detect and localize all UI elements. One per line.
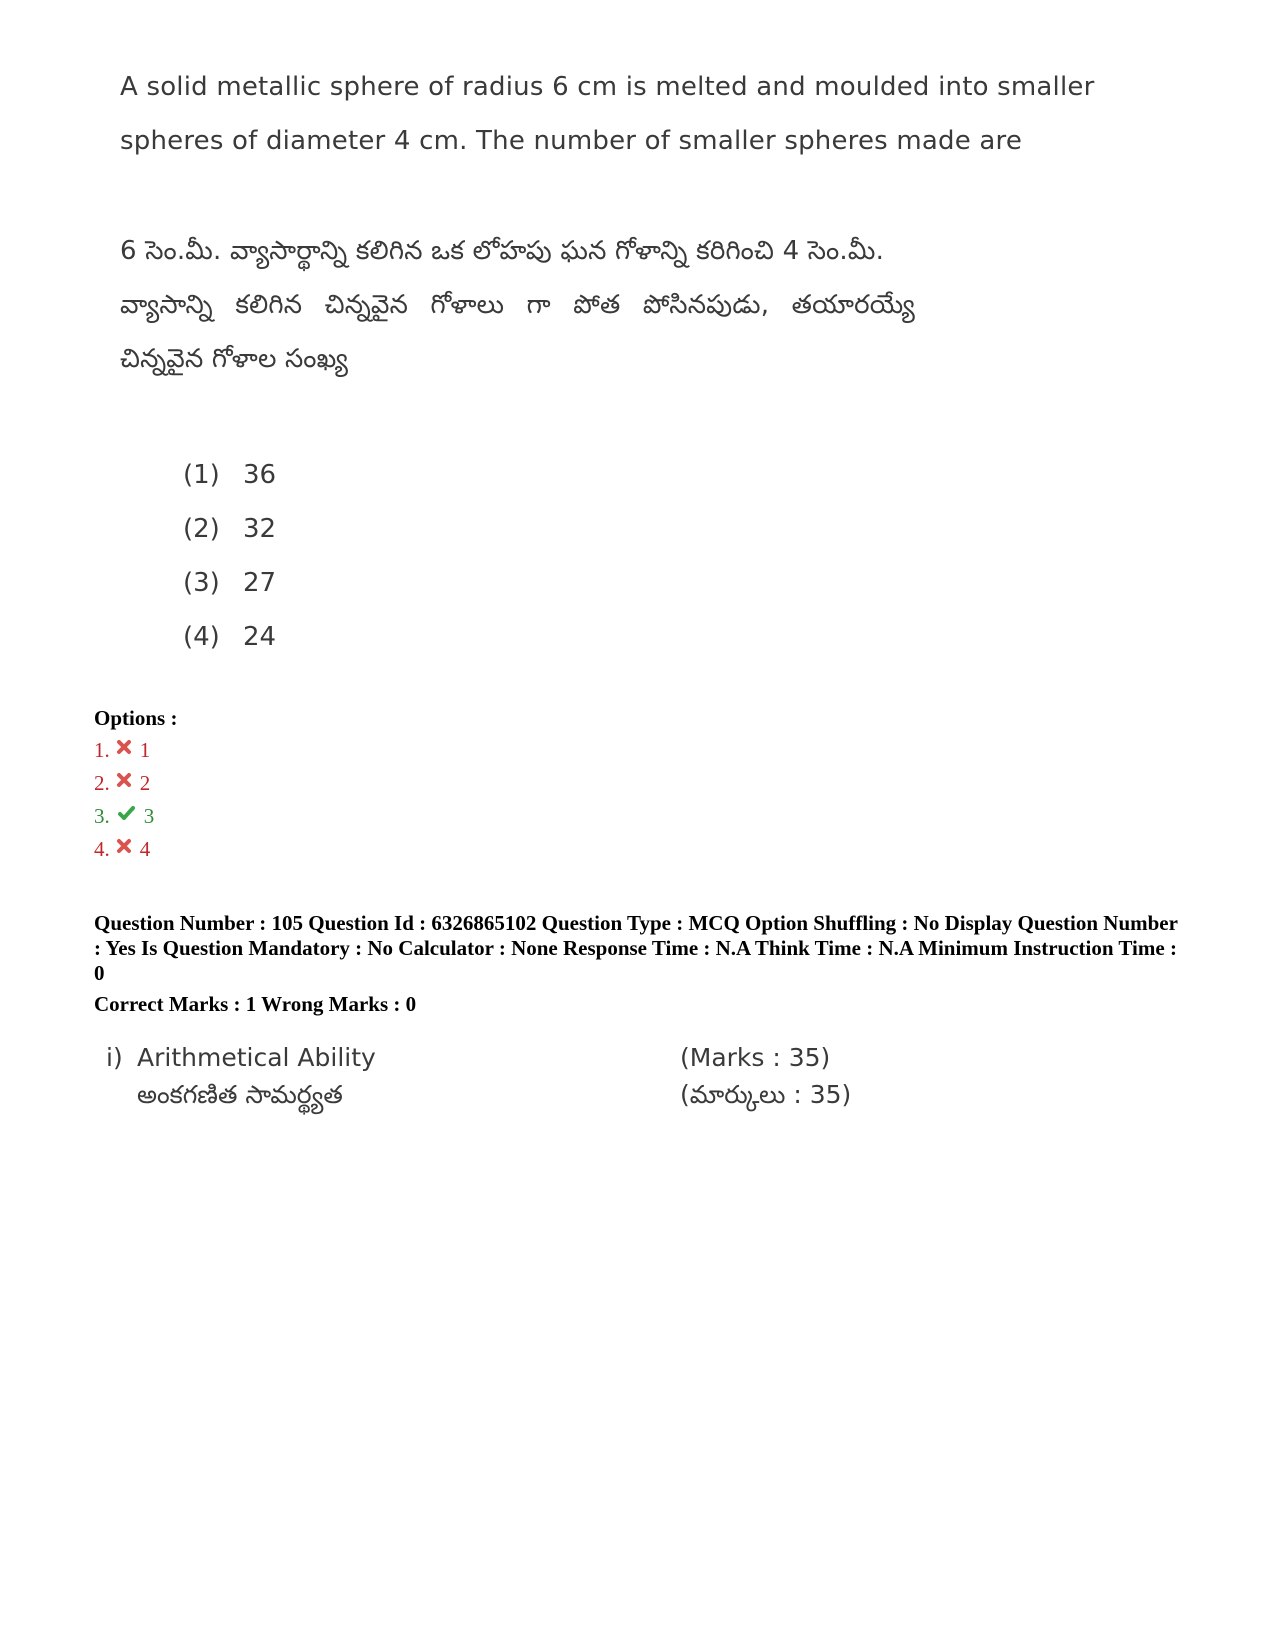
marks-info: Correct Marks : 1 Wrong Marks : 0: [94, 992, 417, 1016]
question-meta: Question Number : 105 Question Id : 6326865102 Question Type : MCQ Option Shuffling : No Display Question Number : Yes Is Question Mandatory : No Calculator : None Response Time : N.A Think Time : N.A Minimum Instruction Time : 0: [94, 911, 1178, 985]
question-choice: [183, 568, 276, 598]
question-choice: [183, 460, 276, 490]
cross-icon: [116, 772, 132, 788]
option-index: 4.: [94, 837, 110, 861]
question-choice: [183, 622, 276, 652]
option-label: 2: [139, 771, 151, 795]
option-label: 1: [139, 738, 151, 762]
option-row-2: [94, 771, 150, 796]
option-index: 1.: [94, 738, 110, 762]
choice-value: 24: [243, 622, 277, 652]
question-text-en-line-1: A solid metallic sphere of radius 6 cm is melted and moulded into smaller: [120, 72, 1095, 102]
section-index: i): [106, 1043, 123, 1072]
choice-value: 27: [243, 568, 277, 598]
options-heading: Options :: [94, 706, 178, 730]
choice-number: (2): [183, 514, 220, 544]
choice-value: 32: [243, 514, 277, 544]
question-text-te-line-3: చిన్నవైన గోళాల సంఖ్య: [120, 344, 349, 374]
choice-number: (3): [183, 568, 220, 598]
question-text-en-line-2: spheres of diameter 4 cm. The number of smaller spheres made are: [120, 126, 1023, 156]
question-text-te-line-1: 6 సెం.మీ. వ్యాసార్థాన్ని కలిగిన ఒక లోహపు ఘన గోళాన్ని కరిగించి 4 సెం.మీ.: [120, 236, 885, 266]
question-text-te-line-2: వ్యాసాన్ని కలిగిన చిన్నవైన గోళాలు గా పోత పోసినపుడు, తయారయ్యే: [120, 290, 915, 320]
option-row-1: [94, 738, 150, 763]
option-index: 2.: [94, 771, 110, 795]
choice-number: (4): [183, 622, 220, 652]
section-title-en: Arithmetical Ability: [137, 1043, 376, 1072]
option-index: 3.: [94, 804, 110, 828]
option-label: 3: [143, 804, 155, 828]
cross-icon: [116, 739, 132, 755]
option-row-3: [94, 804, 154, 829]
option-row-4: [94, 837, 150, 862]
section-title-te: అంకగణిత సామర్థ్యత: [137, 1080, 343, 1109]
choice-value: 36: [243, 460, 277, 490]
check-icon: [116, 805, 136, 821]
cross-icon: [116, 838, 132, 854]
section-marks-en: (Marks : 35): [680, 1043, 831, 1072]
choice-number: (1): [183, 460, 220, 490]
section-marks-te: (మార్కులు : 35): [680, 1080, 852, 1109]
option-label: 4: [139, 837, 151, 861]
question-choice: [183, 514, 276, 544]
